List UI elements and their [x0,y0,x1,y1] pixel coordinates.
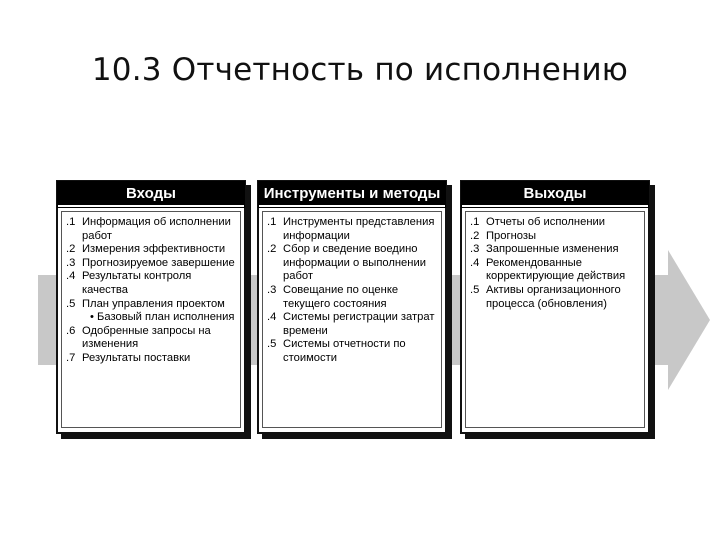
list-item: .1 Информация об исполнении работ [66,216,231,242]
list-item: .6 Одобренные запросы на изменения [66,324,211,351]
list-item: .5 План управления проектом [66,297,225,310]
list-item: .4 Рекомендованные корректирующие действия [470,256,626,283]
list-item: .3 Запрошенные изменения [470,243,619,256]
tools-list [262,211,442,428]
list-item: .1 Отчеты об исполнении [470,216,605,228]
list-item: .4 Системы регистрации затрат времени [267,311,435,337]
list-item: .2 Измерения эффективности [66,243,226,256]
tools-header: Инструменты и методы [259,182,445,207]
outputs-list [465,211,645,428]
list-item: .3 Прогнозируемое завершение [66,256,235,269]
outputs-header: Выходы [462,182,648,207]
inputs-list [61,211,241,428]
inputs-box [56,180,246,434]
list-item: .3 Совещание по оценке текущего состояния [267,283,399,310]
list-item: .4 Результаты контроля качества [66,270,192,296]
list-item: .5 Системы отчетности по стоимости [267,338,406,364]
list-item: .2 Сбор и сведение воедино информации о выполнении работ [267,243,426,283]
slide-title: 10.3 Отчетность по исполнению [91,52,629,88]
list-item: .1 Инструменты представления информации [267,216,435,242]
tools-box [257,180,447,434]
list-item: .7 Результаты поставки [66,351,191,364]
list-item: .2 Прогнозы [470,229,537,242]
inputs-header: Входы [58,182,244,207]
list-item: .5 Активы организационного процесса (обновления) [470,283,621,310]
outputs-box [460,180,650,434]
list-subitem: • Базовый план исполнения [90,311,235,324]
